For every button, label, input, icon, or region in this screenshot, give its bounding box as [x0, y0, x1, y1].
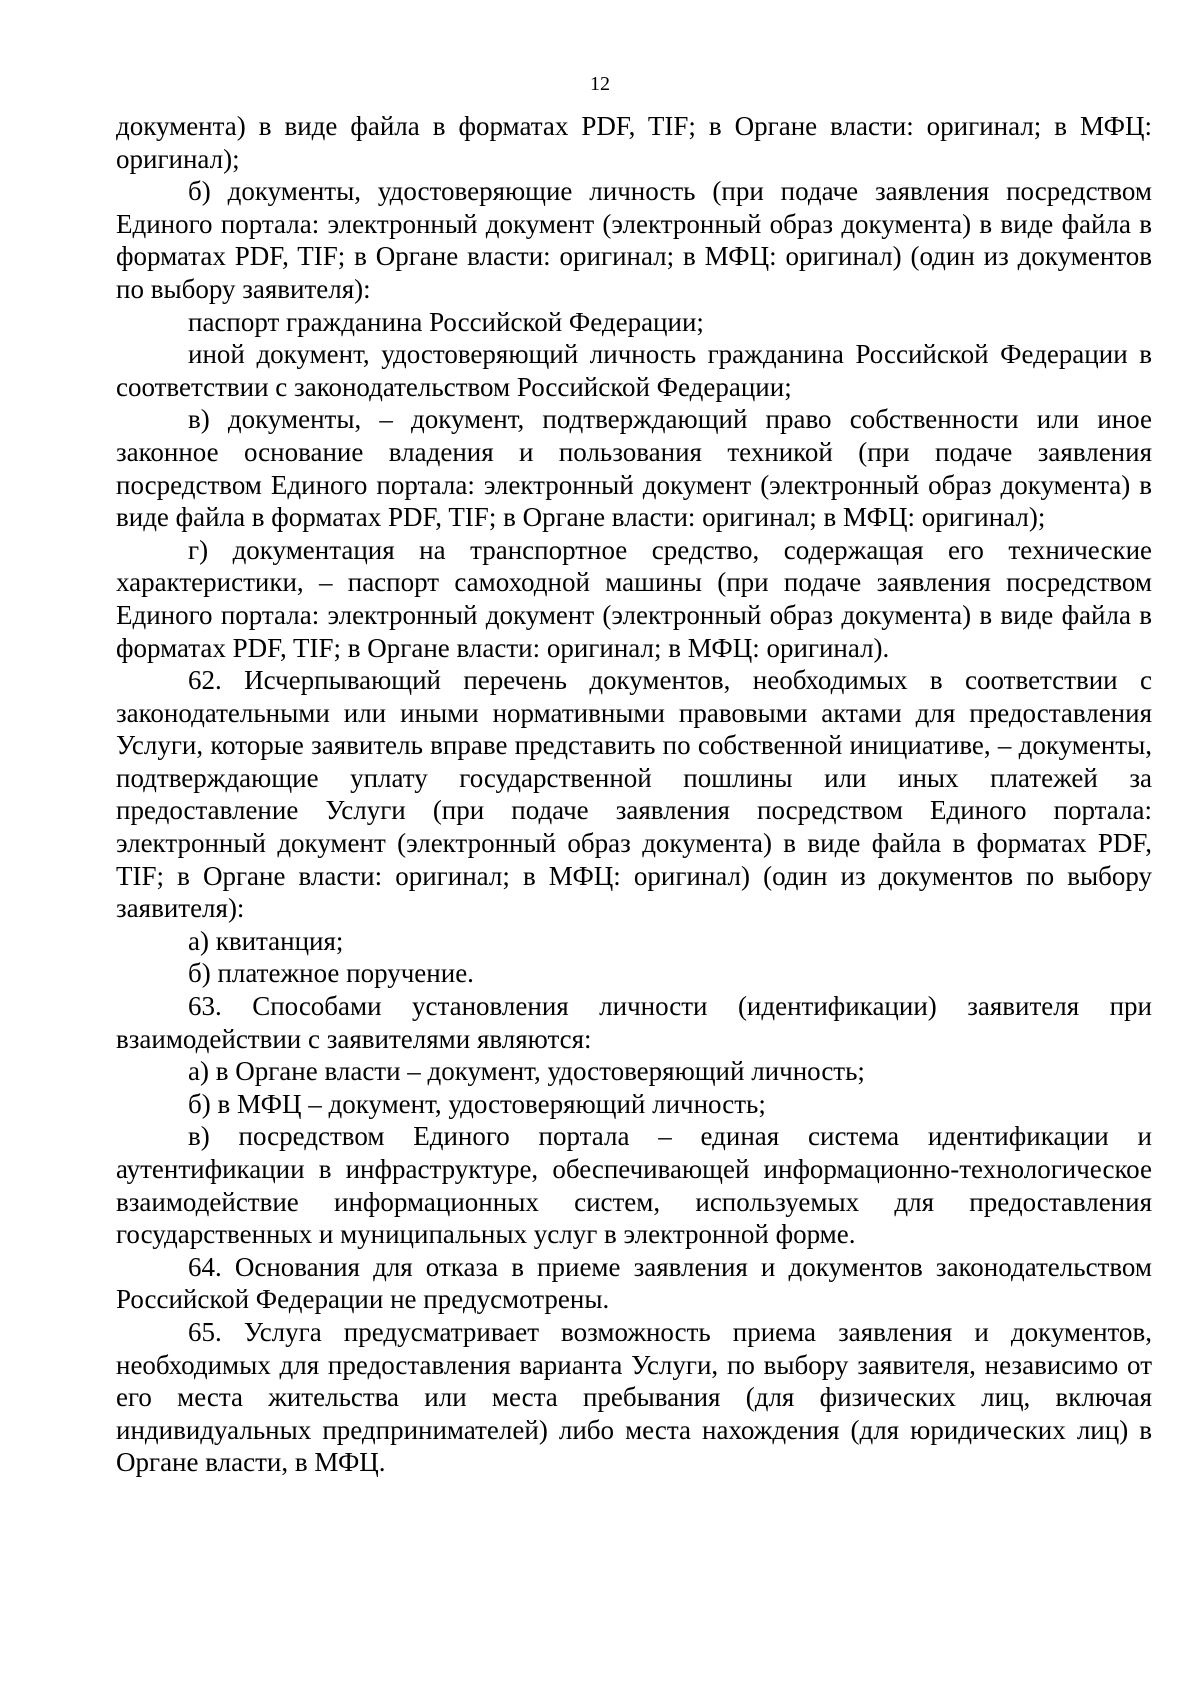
page-number: 12: [590, 73, 610, 95]
paragraph-63-v: в) посредством Единого портала – единая система идентификации и аутентификации в инфраструктуре, обеспечивающей информационно-технологическое взаимодействие информационных систем, используемых для предоставления государственных и муниципальных услуг в электронной форме.: [116, 1121, 1152, 1250]
paragraph-receipt: а) квитанция;: [188, 925, 344, 956]
paragraph-payment-order: б) платежное поручение.: [188, 958, 474, 989]
paragraph-63-b: б) в МФЦ – документ, удостоверяющий личность;: [188, 1088, 766, 1119]
paragraph-other-identity-doc: иной документ, удостоверяющий личность гражданина Российской Федерации в соответствии с законодательством Российской Федерации;: [116, 339, 1152, 402]
paragraph-62: 62. Исчерпывающий перечень документов, необходимых в соответствии с законодательными или иными нормативными правовыми актами для предоставления Услуги, которые заявитель вправе представить по собственной инициативе, – документы, подтверждающие уплату государственной пошлины или иных платежей за предоставление Услуги (при подаче заявления посредством Единого портала: электронный документ (электронный образ документа) в виде файла в форматах PDF, TIF; в Органе власти: оригинал; в МФЦ: оригинал) (один из документов по выбору заявителя):: [116, 665, 1152, 924]
paragraph-item-v-ownership-docs: в) документы, – документ, подтверждающий право собственности или иное законное основание владения и пользования техникой (при подаче заявления посредством Единого портала: электронный документ (электронный образ документа) в виде файла в форматах PDF, TIF; в Органе власти: оригинал; в МФЦ: оригинал);: [116, 404, 1152, 533]
paragraph-63-a: а) в Органе власти – документ, удостоверяющий личность;: [188, 1056, 865, 1087]
paragraph-64: 64. Основания для отказа в приеме заявления и документов законодательством Российской Федерации не предусмотрены.: [116, 1251, 1152, 1315]
paragraph-item-b-identity-docs: б) документы, удостоверяющие личность (при подаче заявления посредством Единого портала: электронный документ (электронный образ документа) в виде файла в форматах PDF, TIF; в Органе власти: оригинал; в МФЦ: оригинал) (один из документов по выбору заявителя):: [116, 176, 1152, 304]
paragraph-passport: паспорт гражданина Российской Федерации;: [188, 306, 704, 337]
paragraph-63: 63. Способами установления личности (идентификации) заявителя при взаимодействии с заявителями являются:: [116, 991, 1152, 1054]
paragraph-65: 65. Услуга предусматривает возможность приема заявления и документов, необходимых для предоставления варианта Услуги, по выбору заявителя, независимо от его места жительства или места пребывания (для физических лиц, включая индивидуальных предпринимателей) либо места нахождения (для юридических лиц) в Органе власти, в МФЦ.: [116, 1316, 1152, 1478]
paragraph-item-g-vehicle-docs: г) документация на транспортное средство, содержащая его технические характеристики, – паспорт самоходной машины (при подаче заявления посредством Единого портала: электронный документ (электронный образ документа) в виде файла в форматах PDF, TIF; в Органе власти: оригинал; в МФЦ: оригинал).: [116, 534, 1152, 663]
paragraph-continuation: документа) в виде файла в форматах PDF, TIF; в Органе власти: оригинал; в МФЦ: оригинал);: [116, 111, 1152, 174]
document-body: [116, 110, 1152, 1479]
